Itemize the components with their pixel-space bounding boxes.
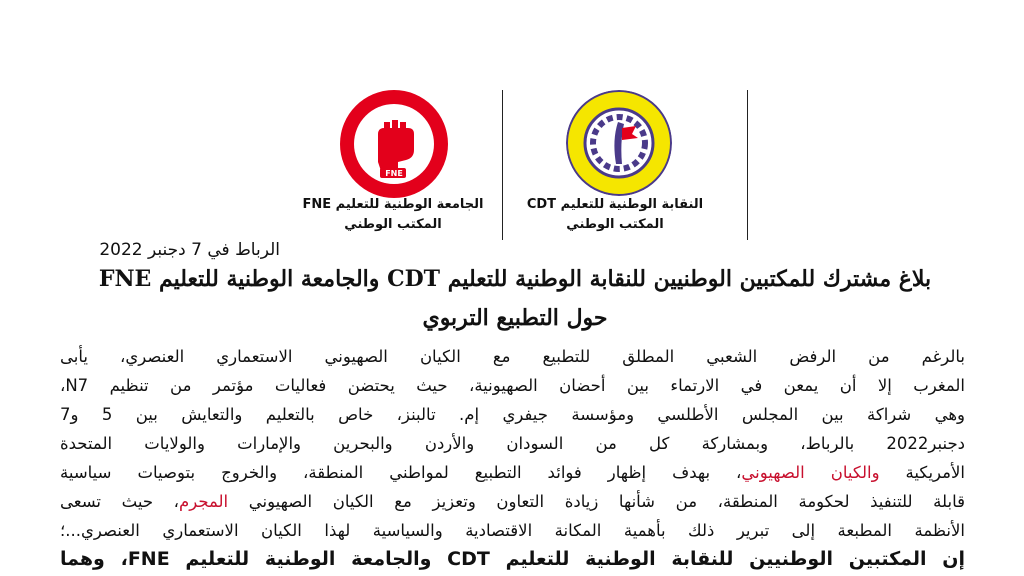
- body-line-6-part-c: ، حيث تسعى: [60, 492, 179, 511]
- body-line-5: [60, 458, 965, 487]
- highlight-zionist-entity: والكيان الصهيوني: [741, 463, 880, 482]
- cdt-org-name: النقابة الوطنية للتعليم CDT: [526, 197, 704, 212]
- title-line-2: حول التطبيع التربوي: [422, 305, 608, 331]
- fne-logo-badge: FNE: [385, 169, 403, 178]
- body-line-6-part-a: قابلة للتنفيذ لحكومة المنطقة، من شأنها زيادة التعاون وتعزيز مع الكيان الصهيوني: [228, 492, 965, 511]
- fne-org-name: الجامعة الوطنية للتعليم FNE: [302, 197, 484, 212]
- highlight-criminal: المجرم: [179, 492, 229, 511]
- body-line-4: دجنبر2022 بالرباط، وبمشاركة كل من السودان والأردن والبحرين والإمارات والولايات المتحدة: [60, 434, 965, 453]
- statement-body: [60, 342, 965, 576]
- title-line-1: بلاغ مشترك للمكتبين الوطنيين للنقابة الوطنية للتعليم CDT والجامعة الوطنية للتعليم FNE: [98, 266, 932, 292]
- fne-org-block: [268, 195, 518, 235]
- body-line-5-part-c: ، بهدف إظهار فوائد التطبيع لمواطني المنطقة، والخروج بتوصيات سياسية: [60, 463, 742, 482]
- body-line-6: [60, 487, 965, 516]
- cdt-logo: [566, 90, 672, 196]
- fne-org-office: المكتب الوطني: [344, 217, 442, 232]
- body-line-2: المغرب إلا أن يمعن في الارتماء بين أحضان الصهيونية، حيث يحتضن فعاليات مؤتمر من تنظيم N7،: [60, 376, 965, 395]
- body-line-5-part-a: الأمريكية: [879, 463, 965, 482]
- fne-logo: [338, 88, 450, 200]
- cdt-org-block: [500, 195, 730, 235]
- body-line-1: بالرغم من الرفض الشعبي المطلق للتطبيع مع الكيان الصهيوني الاستعماري العنصري، يأبى: [60, 347, 965, 366]
- body-line-8: إن المكتبين الوطنيين للنقابة الوطنية للتعليم CDT والجامعة الوطنية للتعليم FNE، وهما: [60, 548, 965, 570]
- cdt-org-office: المكتب الوطني: [566, 217, 664, 232]
- divider-right: [747, 90, 748, 240]
- date-line: الرباط في 7 دجنبر 2022: [99, 240, 280, 260]
- body-line-7: الأنظمة المطبعة إلى تبرير ذلك بأهمية المكانة الاقتصادية والسياسية لهذا الكيان الاستعماري العنصري...؛: [60, 521, 965, 540]
- body-line-3: وهي شراكة بين المجلس الأطلسي ومؤسسة جيفري إم. تالبنز، خاص بالتعليم والتعايش بين 5 و7: [60, 405, 965, 424]
